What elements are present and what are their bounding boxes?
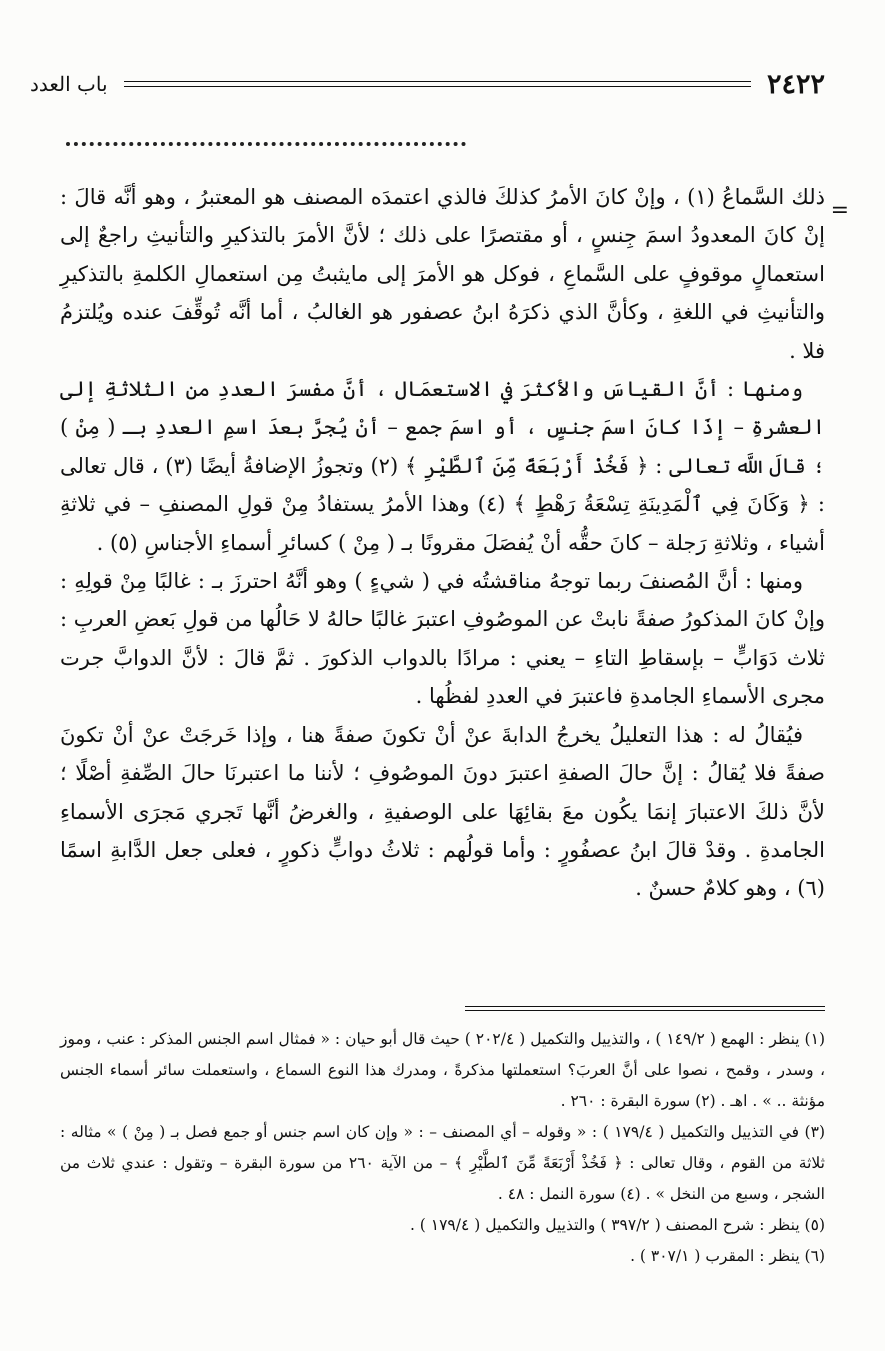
continuation-marker: = xyxy=(830,198,849,223)
page-header xyxy=(30,66,825,102)
page-number: ٢٤٢٢ xyxy=(766,68,825,100)
paragraph: ومنها : أنَّ المُصنفَ ربما توجهُ مناقشتُه في ( شيءٍ ) وهو أنَّهُ احترزَ بـ : غالبًا مِنْ قولِهِ : وإنْ كانَ المذكورُ صفةً نابتْ عن الموصُوفِ اعتبرَ غالبًا حالهُ لا حَالُها من قولِ بَعضِ العربِ : ثلاث دَوَابٍّ – بإسقاطِ التاءِ – يعني : مرادًا بالدواب الذكورَ . ثمَّ قالَ : لأنَّ الدوابَّ جرت مجرى الأسماءِ الجامدةِ فاعتبرَ في العددِ لفظُها . xyxy=(60,569,825,709)
paragraph: ذلك السَّماعُ (١) ، وإنْ كانَ الأمرُ كذلكَ فالذي اعتمدَه المصنف هو المعتبرُ ، وهو أنَّه قالَ : إنْ كانَ المعدودُ اسمَ جِنسٍ ، أو مقتصرًا على ذلك ؛ لأنَّ الأمرَ بالتذكيرِ والتأنيثِ راجعٌ إلى استعمالٍ موقوفٍ على السَّماعِ ، فوكل هو الأمرَ إلى مايثبتُ مِن استعمالِ الكلمةِ بالتذكيرِ والتأنيثِ في اللغةِ ، وكأنَّ الذي ذكرَهُ ابنُ عصفور هو الغالبُ ، أما أنَّه تُوقِّفَ عنده ويُلتزمُ فلا . xyxy=(60,185,825,363)
footnote: (٥) ينظر : شرح المصنف ( ٣٩٧/٢ ) والتذييل والتكميل ( ١٧٩/٤ ) . xyxy=(409,1216,825,1234)
chapter-title: باب العدد xyxy=(30,72,108,96)
paragraph: ومنها : أنَّ القياسَ والأكثرَ في الاستعمَال ، أنَّ مفسرَ العددِ من الثلاثةِ إلى العشرةِ – إذَا كانَ اسمَ جنسٍ ، أو اسمَ جمع – أنْ يُجرَّ بعدَ اسمِ العددِ بـ ( مِنْ ) ؛ قالَ اللَّه تعالى : ﴿ فَخُذْ أَرْبَعَةً مِّنَ ٱلطَّيْرِ ﴾ (٢) وتجوزُ الإضافةُ أيضًا (٣) ، قال تعالى : ﴿ وَكَانَ فِي ٱلْمَدِينَةِ تِسْعَةُ رَهْطٍ ﴾ (٤) وهذا الأمرُ يستفادُ مِنْ قولِ المصنفِ – في ثلاثةِ أشياء ، وثلاثةِ رَجلة – كانَ حقُّه أنْ يُفصَلَ مقرونًا بـ ( مِنْ ) كسائرِ أسماءِ الأجناسِ (٥) . xyxy=(60,377,826,555)
footnote: (٣) في التذييل والتكميل ( ١٧٩/٤ ) : « وقوله – أي المصنف – : « وإن كان اسم جنس أو جمع فصل بـ ( مِنْ ) » مثاله : ثلاثة من القوم ، وقال تعالى : ﴿ فَخُذْ أَرْبَعَةً مِّنَ ٱلطَّيْرِ ﴾ – من الآية ٢٦٠ من سورة البقرة – وتقول : عندي ثلاث من الشجر ، وسبع من النخل » . (٤) سورة النمل : ٤٨ . xyxy=(60,1123,825,1203)
footnote: (٦) ينظر : المقرب ( ٣٠٧/١ ) . xyxy=(630,1247,825,1265)
footnotes xyxy=(60,1024,825,1272)
main-text xyxy=(60,178,825,908)
footnote-rule xyxy=(465,1006,825,1011)
paragraph: فيُقالُ له : هذا التعليلُ يخرجُ الدابةَ عنْ أنْ تكونَ صفةً هنا ، وإذا خَرجَتْ عنْ أنْ تكونَ صفةً فلا يُقالُ : إنَّ حالَ الصفةِ اعتبرَ دونَ الموصُوفِ ؛ لأننا ما اعتبرنَا حالَ الصِّفةِ أصْلًا ؛ لأنَّ ذلكَ الاعتبارَ إنمَا يكُون معَ بقائِهَا على الوصفيةِ ، والغرضُ أنَّها تَجري مَجرَى الأسماءِ الجامدةِ . وقدْ قالَ ابنُ عصفُورٍ : وأما قولُهم : ثلاثُ دوابٍّ ذكورٍ ، فعلى جعل الدَّابةِ اسمًا (٦) ، وهو كلامٌ حسنٌ . xyxy=(60,722,825,901)
dotted-separator xyxy=(66,142,466,154)
footnote: (١) ينظر : الهمع ( ١٤٩/٢ ) ، والتذييل والتكميل ( ٢٠٢/٤ ) حيث قال أبو حيان : « فمثال اسم الجنس المذكر : عنب ، وموز ، وسدر ، وقمح ، نصوا على أنَّ العربَ؟ استعملتها مذكرةً ، ومدرك هذا النوع السماع ، واستعملت سائر أسماء الجنس مؤنثة .. » . اهـ . (٢) سورة البقرة : ٢٦٠ . xyxy=(60,1030,825,1110)
header-rule xyxy=(124,81,751,87)
